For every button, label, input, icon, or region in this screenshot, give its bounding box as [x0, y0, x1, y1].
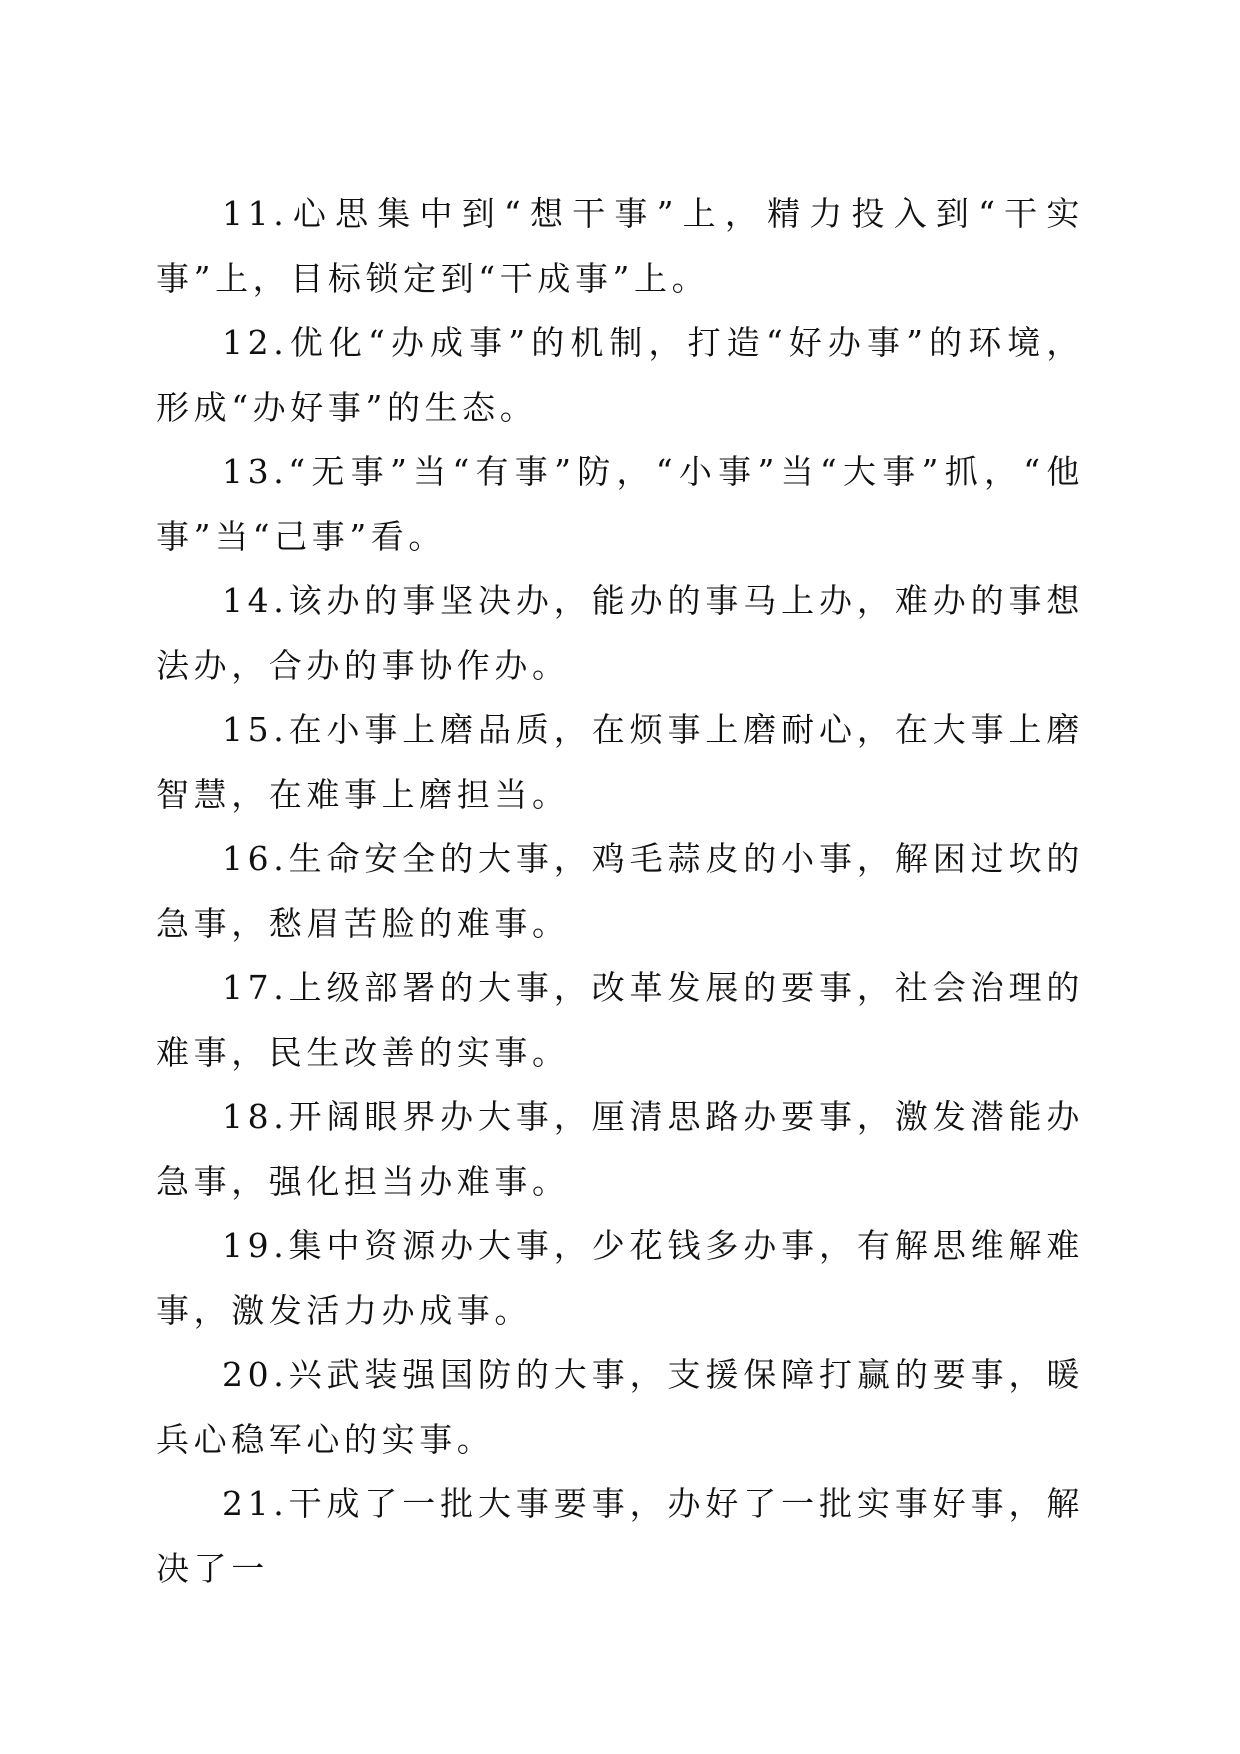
paragraph-12: 12.优化“办成事”的机制，打造“好办事”的环境，形成“办好事”的生态。 [156, 323, 1084, 427]
paragraph-20: 20.兴武装强国防的大事，支援保障打赢的要事，暖兵心稳军心的实事。 [156, 1355, 1084, 1459]
document-body [156, 182, 1084, 1601]
paragraph-15: 15.在小事上磨品质，在烦事上磨耐心，在大事上磨智慧，在难事上磨担当。 [156, 710, 1084, 814]
paragraph-17: 17.上级部署的大事，改革发展的要事，社会治理的难事，民生改善的实事。 [156, 968, 1084, 1072]
paragraph-13: 13.“无事”当“有事”防，“小事”当“大事”抓，“他事”当“己事”看。 [156, 452, 1084, 556]
paragraph-21: 21.干成了一批大事要事，办好了一批实事好事，解决了一 [156, 1484, 1084, 1588]
paragraph-16: 16.生命安全的大事，鸡毛蒜皮的小事，解困过坎的急事，愁眉苦脸的难事。 [156, 839, 1084, 943]
paragraph-11: 11.心思集中到“想干事”上，精力投入到“干实事”上，目标锁定到“干成事”上。 [156, 194, 1084, 298]
paragraph-19: 19.集中资源办大事，少花钱多办事，有解思维解难事，激发活力办成事。 [156, 1226, 1084, 1330]
paragraph-18: 18.开阔眼界办大事，厘清思路办要事，激发潜能办急事，强化担当办难事。 [156, 1097, 1084, 1201]
paragraph-14: 14.该办的事坚决办，能办的事马上办，难办的事想法办，合办的事协作办。 [156, 581, 1084, 685]
